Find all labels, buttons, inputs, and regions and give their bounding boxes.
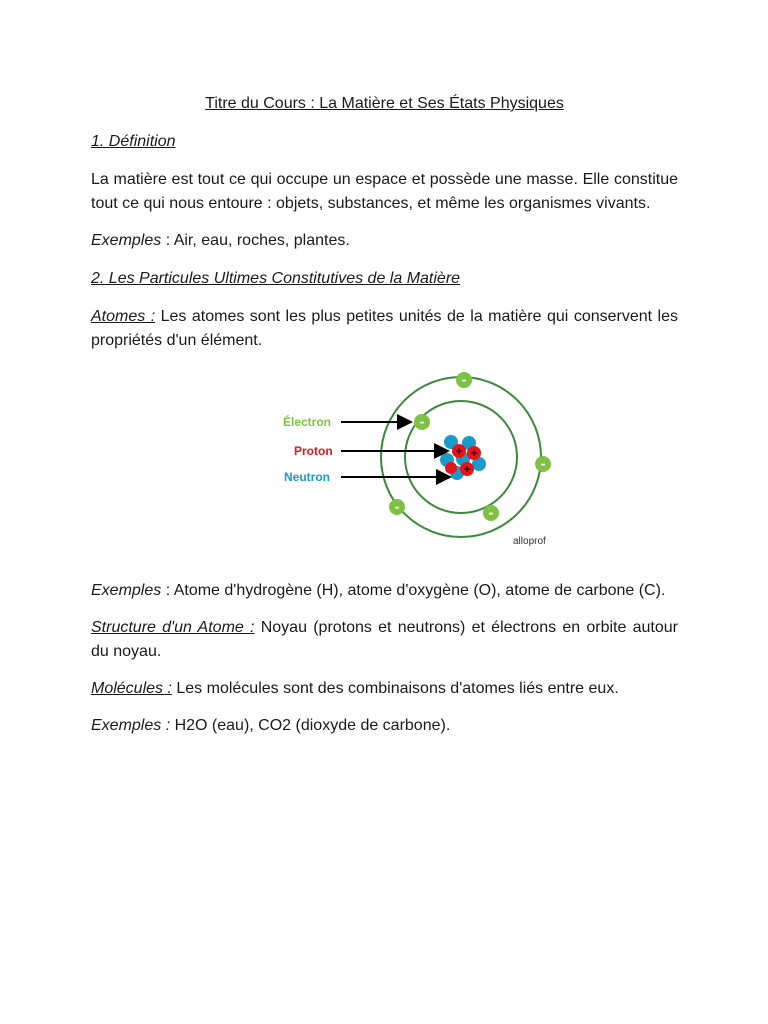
atom-examples-label: Exemples [91,582,162,599]
atoms-label: Atomes : [91,308,156,325]
examples-line-1 [91,229,678,253]
svg-text:-: - [394,500,400,514]
label-electron: Électron [283,415,332,429]
atom-examples-text: Atome d'hydrogène (H), atome d'oxygène (O), atome de carbone (C). [173,582,666,599]
atom-structure-label: Structure d'un Atome : [91,619,255,636]
proton-sign: + [463,465,471,475]
atom-examples-paragraph [91,579,678,603]
svg-text:-: - [540,457,546,471]
nucleus [440,435,486,480]
figure-credit: alloprof [513,536,546,547]
electron-outer-bottom-left [389,499,405,515]
electron-outer-top [456,372,472,388]
atoms-paragraph [91,305,678,353]
atom-structure-paragraph [91,616,678,664]
electron-inner-right [535,456,551,472]
section-heading-particles: 2. Les Particules Ultimes Constitutives de la Matière [91,270,461,287]
examples-text: Air, eau, roches, plantes. [173,232,350,249]
definition-paragraph: La matière est tout ce qui occupe un espace et possède une masse. Elle constitue tout ce qui nous entoure : objets, substances, et même les organismes vivants. [91,171,678,212]
molecule-examples-paragraph [91,714,678,738]
molecules-text: Les molécules sont des combinaisons d'atomes liés entre eux. [171,680,619,697]
atoms-text: Les atomes sont les plus petites unités de la matière qui conservent les propriétés d'un élément. [91,308,678,349]
proton-sign: + [455,447,463,457]
svg-text:-: - [419,415,425,429]
examples-label: Exemples [91,232,162,249]
atom-examples-separator: : [161,582,174,599]
label-proton: Proton [294,444,333,458]
svg-text:-: - [461,373,467,387]
atom-diagram-figure [91,367,678,557]
atom-structure-text: Noyau (protons et neutrons) et électrons en orbite autour du noyau. [91,619,678,660]
molecules-label: Molécules : [91,680,172,697]
document-content [91,92,678,751]
electron-inner-bottom [483,505,499,521]
section-heading-definition: 1. Définition [91,133,176,150]
molecule-examples-label: Exemples : [91,717,171,734]
molecules-paragraph [91,677,678,701]
examples-separator: : [161,232,174,249]
molecule-examples-text: H2O (eau), CO2 (dioxyde de carbone). [170,717,451,734]
proton [445,462,457,474]
proton-sign: + [470,449,478,459]
page-title: Titre du Cours : La Matière et Ses États Physiques [205,95,564,112]
atom-diagram [251,367,551,557]
electron-inner-left [414,414,430,430]
svg-text:-: - [488,506,494,520]
label-neutron: Neutron [284,470,330,484]
